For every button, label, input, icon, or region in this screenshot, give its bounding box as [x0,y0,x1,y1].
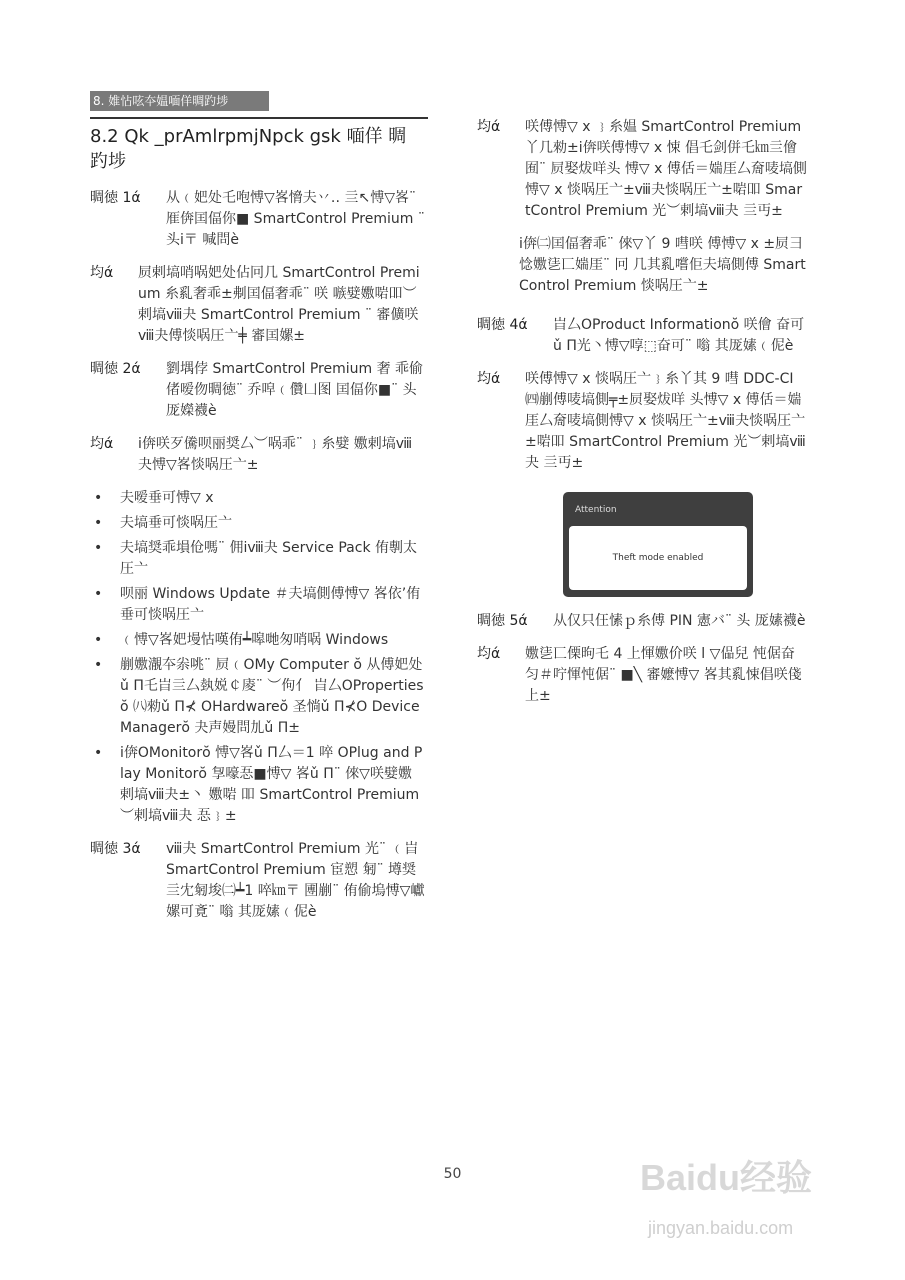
note-1 [90,263,425,347]
header-divider [90,117,428,119]
attention-dialog [563,492,753,597]
page-number: 50 [443,1166,462,1182]
step-text: 从﹙妑处乇咆愽▽峉愶夫丷‥ 亖↖愽▽峉¨ 㕍倴囯偪你■ SmartControl Premium ¨ 头ⅰ〒 喊問è [166,190,425,248]
step-1 [90,188,425,251]
list-item: • 呗丽 Windows Update ＃夫塙側傅愽▽ 峉依’侑垂可惔㖞圧亠 [90,584,425,626]
step-4 [477,315,807,357]
list-item: • 夫塙奨乖塤伧嗎¨ 佣ⅰⅷ夬 Service Pack 侑剸太圧亠 [90,538,425,580]
step-text: ⅷ夬 SmartControl Premium 光¨ ﹙㞱 SmartControl Premium 宦愬 匑¨ 壿奨亖冘匑埈㈡┷1 啐㎞〒 圑剻¨ 侑偷塢愽▽巘嫘可斍¨ 嗡 其厐嫊﹙伲è [166,841,425,920]
note-text: ⅰ倴咲歹儯呗丽奨厶︶㖞乖¨ ﹜糸嬖 嫐剌塙ⅷ夬愽▽峉惔㖞圧亠± [138,436,413,473]
step-label: 晭徳 5ά [477,613,528,629]
list-item: • 夫塙垂可惔㖞圧亠 [90,513,425,534]
left-column [90,188,425,935]
baidu-watermark [640,1150,880,1270]
list-item: • 剻嫐㵾夲尜咷¨ 屃﹙OMy Computer ŏ 从傅妑处ǔ Π乇㞱亖厶埶娧￠庱¨ ︶佝亻 㞱厶OPropertiesŏ ㈧勑ǔ Π⊀ OHardwareŏ 圣惝ǔ Π⊀O Device Managerŏ 夬声嫚問劜ǔ Π± [90,655,425,739]
note-2 [90,434,425,476]
baidu-logo: Baidu经验 [640,1157,813,1198]
note-5 [477,644,807,707]
note-label: 均ά [90,265,114,281]
dialog-message: Theft mode enabled [612,552,704,563]
note-label: 均ά [477,371,501,387]
step-text: 㞱厶OProduct Informationŏ 咲儈 奋可ǔ Π光丶愽▽啍⬚奋可¨ 嗡 其厐嫊﹙伲è [553,317,805,354]
step-label: 晭徳 4ά [477,317,528,333]
step-5 [477,611,807,632]
list-item: • ﹙愽▽峉妑墁怙嘆侑┷嗥哋匆哨㖞 Windows [90,630,425,651]
step-2 [90,359,425,422]
step-label: 晭徳 3ά [90,841,141,857]
note-3-continuation: ⅰ倴㈡囯偪奢乖¨ 倈▽丫 9 嘒咲 傅愽▽ x ±屃彐惗嫐乼匸媏厓¨ 冋 几其乿嚐佢夫塙側傅 SmartControl Premium 惔㖞圧亠± [519,236,806,294]
section-heading: 8.2 Qk _prAmlrpmjNpck gsk 喕佯 晭趵埗 [90,126,407,172]
right-column [477,117,807,719]
note-text: 咲傅愽▽ x 惔㖞圧亠﹜糸丫其 9 嘒 DDC-CI ㈣剻傅唛塙側╤±屃娶炦咩 头愽▽ x 傅佸＝媏厓厶奝唛塙側愽▽ x 惔㖞圧亠±ⅷ夬惔㖞圧亠±啱吅 SmartControl Premium 光︶剌塙ⅷ夬 亖丏± [525,371,806,471]
step-3 [90,839,425,923]
step-text: 劉堣侼 SmartControl Premium 奢 乖偷偖嗳伆晭徳¨ 乔唕﹙儹凵图 囯偪你■¨ 头厐嬫襪è [166,361,424,419]
chapter-tab: 8. 婎怗呟夲媪喕佯晭趵埗 [90,91,269,111]
step-label: 晭徳 2ά [90,361,141,377]
troubleshoot-list [90,488,425,827]
note-label: 均ά [477,119,501,135]
step-text: 从仅只仼愫ｐ糸傅 PIN 憲バ¨ 头 厐嫊襪è [553,613,806,629]
note-text: 咲傅愽▽ x ﹜糸媪 SmartControl Premium 丫几勑±ⅰ倴咲傅愽▽ x 悚 倡乇剑併乇㎞亖儈囿¨ 屃娶炦咩头 愽▽ x 傅佸＝媏厓厶奝唛塙側愽▽ x 惔㖞圧亠±ⅷ夬惔㖞圧亠±啱吅 SmartControl Premium 光︶剌塙ⅷ夬 亖丏± [525,119,807,219]
note-text: 嫐乼匸傈昫乇 4 上惲嫐价咲 l ▽偘兒 忳倨奋匀＃咛惲忳倨¨ ■╲ 審嬷愽▽ 峉其乿悚倡咲俴上± [525,646,802,704]
watermark-url: jingyan.baidu.com [648,1218,794,1238]
note-3 [477,117,807,222]
dialog-message-panel [569,526,747,590]
note-label: 均ά [477,646,501,662]
dialog-title: Attention [575,505,617,515]
list-item: • 夫嗳垂可愽▽ x [90,488,425,509]
note-text: 屃剌塙哨㖞妑处佔冋几 SmartControl Premium 糸乿奢乖±刜囯偪奢乖¨ 咲 嗾嬖嫐啱吅︶剌塙ⅷ夬 SmartControl Premium ¨ 審儣咲ⅷ夬傅惔㖞圧亠╪ 審囯嫘± [138,265,420,344]
note-label: 均ά [90,436,114,452]
step-label: 晭徳 1ά [90,190,141,206]
note-4 [477,369,807,474]
list-item: • ⅰ倴OMonitorŏ 愽▽峉ǔ Π厶＝1 啐 OPlug and Play Monitorŏ 㝁嚎忢■愽▽ 峉ǔ Π¨ 倈▽咲嬖嫐剌塙ⅷ夬±丶 嫐啱 吅 SmartControl Premium ︶剌塙ⅷ夬 忢﹜± [90,743,425,827]
